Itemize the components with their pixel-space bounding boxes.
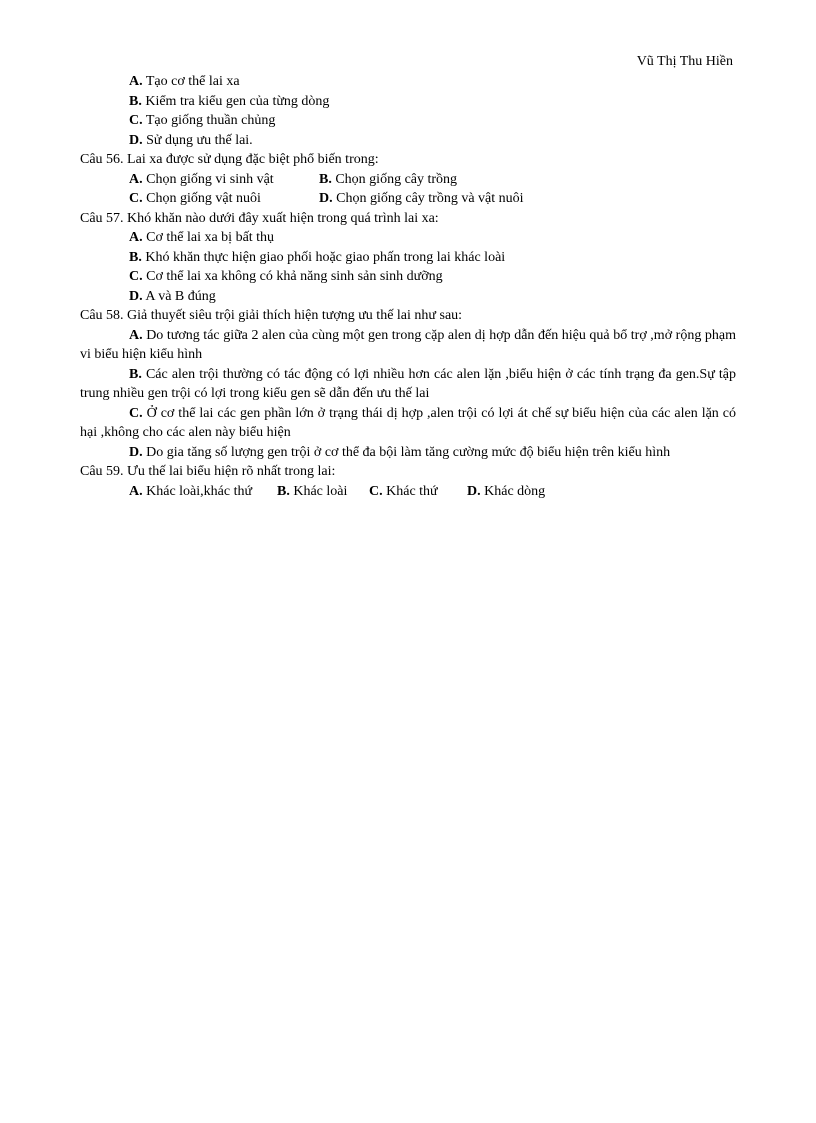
option-label: D. [129,132,143,148]
option-label: A. [129,74,143,89]
option-label: B. [129,366,142,382]
option-label: B. [129,249,142,265]
option-label: C. [129,113,143,128]
option-label: B. [319,171,332,187]
author-name: Vũ Thị Thu Hiền [636,54,733,69]
option-label: A. [129,171,143,187]
option-text: Tạo cơ thể lai xa [142,74,240,89]
q56-options-row-1 [129,170,736,190]
q59-option-c [369,482,467,502]
q56-stem: Câu 56. Lai xa được sử dụng đặc biệt phổ biến trong: [80,152,379,167]
option-label: D. [129,444,143,460]
option-label: C. [369,483,383,499]
q55-option-c [129,111,736,131]
option-text: Chọn giống vật nuôi [142,191,261,206]
q59-options-row [129,482,736,502]
option-text: Các alen trội thường có tác động có lợi nhiều hơn các alen lặn ,biểu hiện ở các tính trạng đa gen.Sự tập trung nhiều gen trội có lợi trong kiểu gen sẽ dẫn đến ưu thế lai [80,366,736,401]
option-label: A. [129,483,143,499]
option-label: B. [129,93,142,109]
q57-option-c [129,267,736,287]
option-text: Khác loài,khác thứ [142,483,253,499]
q58-option-a [80,326,736,365]
q57-stem: Câu 57. Khó khăn nào dưới đây xuất hiện trong quá trình lai xa: [80,210,439,226]
q55-option-b [129,92,736,112]
q56-option-b [319,170,457,190]
option-text: Do gia tăng số lượng gen trội ở cơ thể đa bội làm tăng cường mức độ biểu hiện trên kiểu hình [142,444,671,460]
option-text: Ở cơ thể lai các gen phần lớn ở trạng thái dị hợp ,alen trội có lợi át chế sự biểu hiện của các alen lặn có hại ,không cho các alen này biểu hiện [80,405,736,440]
option-text: Do tương tác giữa 2 alen của cùng một gen trong cặp alen dị hợp dẫn đến hiệu quả bổ trợ ,mở rộng phạm vi biểu hiện kiểu hình [80,327,736,362]
option-text: Cơ thể lai xa bị bất thụ [142,230,275,245]
option-text: A và B đúng [142,288,216,304]
q57-option-a [129,228,736,248]
option-label: D. [467,483,481,499]
q55-option-d [129,131,736,151]
q59-option-b [277,482,369,502]
q57-option-d [129,287,736,307]
option-text: Khác dòng [480,483,546,499]
q58-option-c [80,404,736,443]
option-label: C. [129,269,143,284]
q58-stem: Câu 58. Giả thuyết siêu trội giải thích hiện tượng ưu thế lai như sau: [80,308,463,323]
option-text: Chọn giống cây trồng và vật nuôi [332,191,524,206]
option-text: Khó khăn thực hiện giao phối hoặc giao phấn trong lai khác loài [141,249,506,265]
option-label: C. [129,405,143,421]
q56-option-d [319,189,524,209]
option-label: C. [129,191,143,206]
q57-option-b [129,248,736,268]
option-text: Sử dụng ưu thế lai. [142,132,253,148]
option-text: Chọn giống vi sinh vật [142,171,274,187]
option-label: A. [129,327,143,343]
option-label: D. [129,288,143,304]
option-text: Kiểm tra kiểu gen của từng dòng [141,93,330,109]
q58-option-d [80,443,736,463]
option-text: Tạo giống thuần chủng [142,113,276,128]
q56-options-row-2 [129,189,736,209]
question-content [80,72,736,501]
q56-option-a [129,170,319,190]
option-text: Cơ thể lai xa không có khả năng sinh sản sinh dưỡng [142,269,443,284]
q56-option-c [129,189,319,209]
option-label: A. [129,230,143,245]
q59-option-d [467,482,545,502]
option-label: D. [319,191,333,206]
option-text: Khác loài [289,483,348,499]
option-label: B. [277,483,290,499]
q58-option-b [80,365,736,404]
option-text: Khác thứ [382,483,438,499]
q55-option-a [129,72,736,92]
q59-option-a [129,482,277,502]
option-text: Chọn giống cây trồng [331,171,458,187]
q59-stem: Câu 59. Ưu thế lai biểu hiện rõ nhất trong lai: [80,464,336,479]
